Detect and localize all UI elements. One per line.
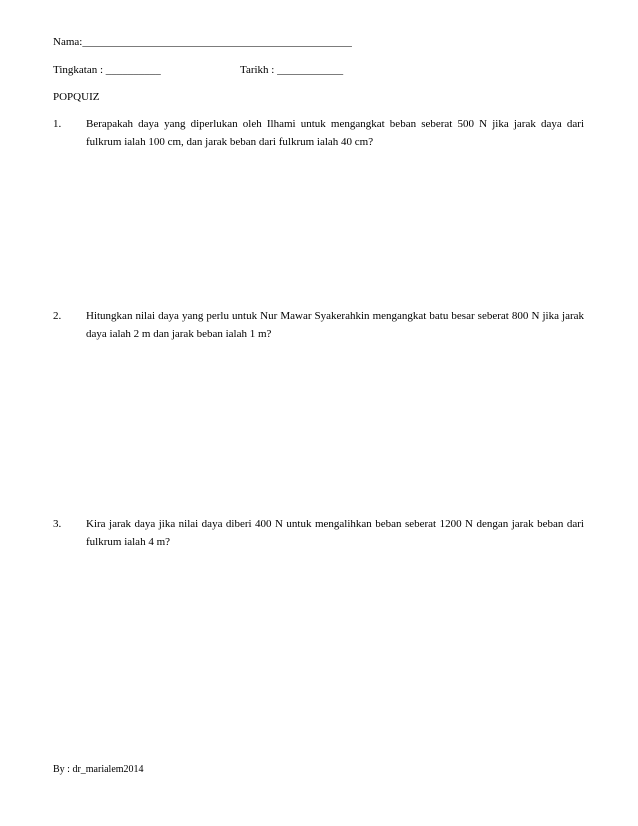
- question-3: [53, 515, 583, 551]
- question-number: 2.: [53, 310, 62, 322]
- footer-credit: By : dr_marialem2014: [53, 764, 144, 775]
- meta-row: [53, 63, 344, 77]
- question-text: Kira jarak daya jika nilai daya diberi 400 N untuk mengalihkan beban seberat 1200 N dengan jarak beban dari fulkrum ialah 4 m?: [86, 518, 584, 548]
- name-field-label: Nama:_________________________________________________: [53, 36, 352, 48]
- question-2: [53, 307, 583, 343]
- level-field-label: Tingkatan : __________: [53, 64, 161, 76]
- question-text: Berapakah daya yang diperlukan oleh Ilhami untuk mengangkat beban seberat 500 N jika jarak daya dari fulkrum ialah 100 cm, dan jarak beban dari fulkrum ialah 40 cm?: [86, 118, 584, 148]
- quiz-title: POPQUIZ: [53, 91, 100, 103]
- question-number: 3.: [53, 518, 62, 530]
- question-1: [53, 115, 583, 151]
- question-text: Hitungkan nilai daya yang perlu untuk Nur Mawar Syakerahkin mengangkat batu besar seberat 800 N jika jarak daya ialah 2 m dan jarak beban ialah 1 m?: [86, 310, 584, 340]
- date-field-label: Tarikh : ____________: [240, 64, 344, 76]
- question-number: 1.: [53, 118, 62, 130]
